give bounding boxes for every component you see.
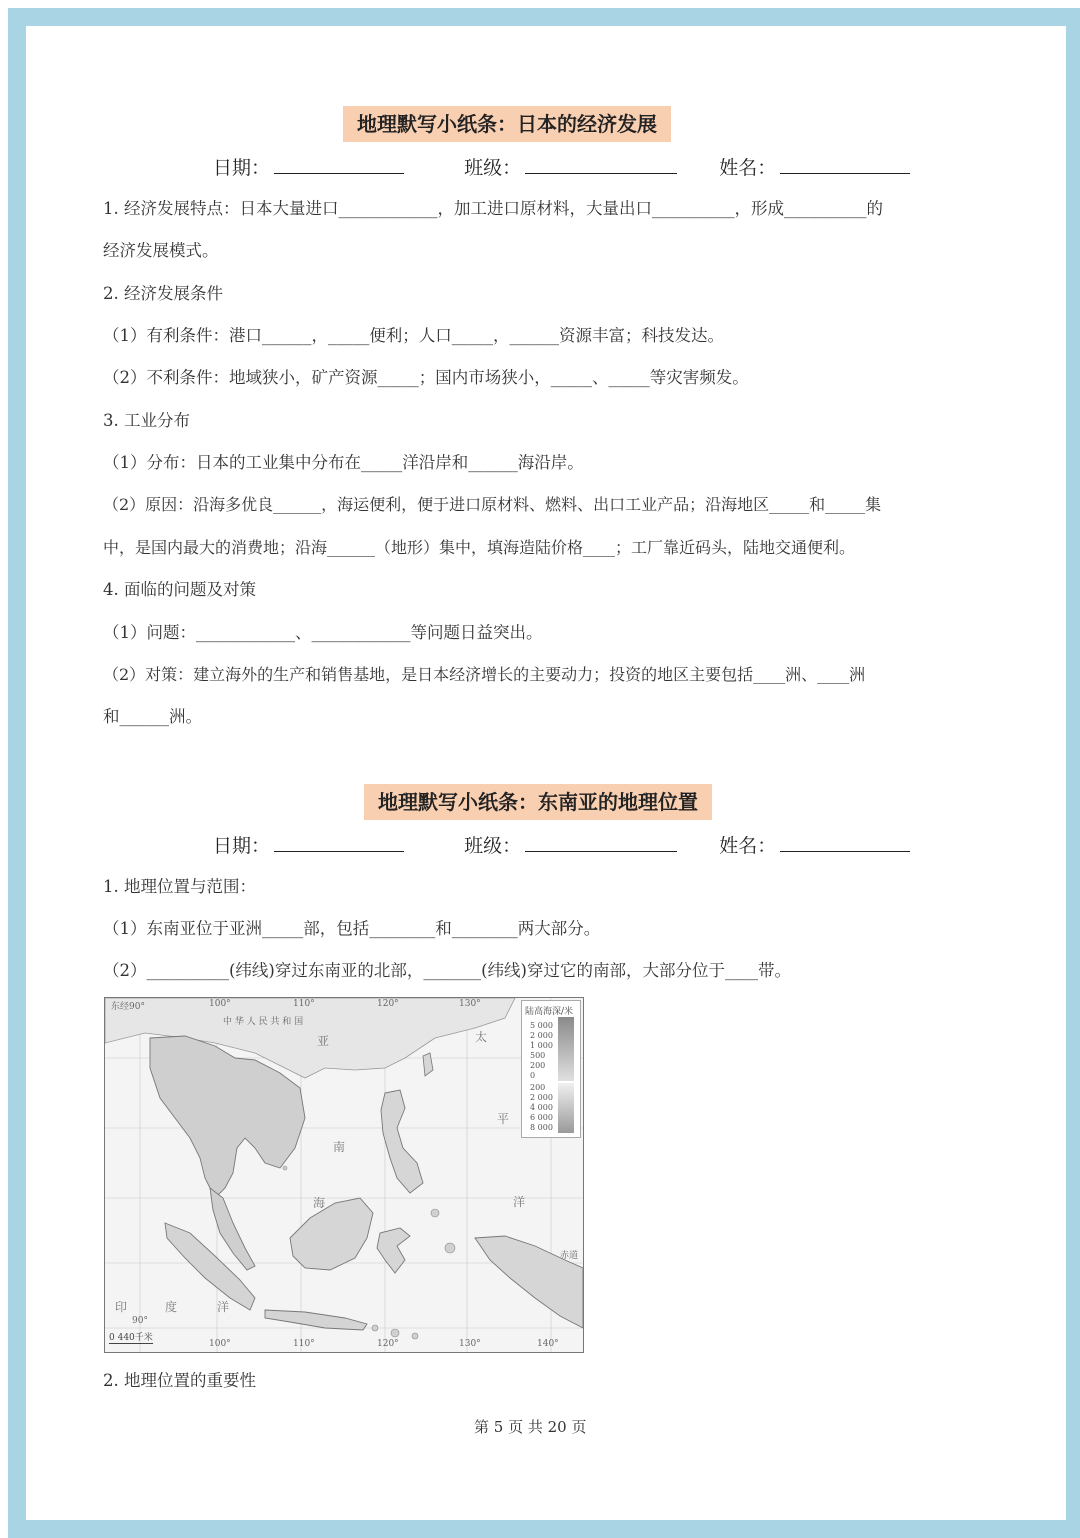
name-label: 姓名：	[719, 157, 777, 179]
lon-label-top-1: 东经90°	[111, 1002, 145, 1012]
s2-after-map: 2. 地理位置的重要性	[103, 1371, 256, 1390]
southeast-asia-map	[104, 997, 584, 1353]
s1-line-2: 经济发展模式。	[103, 241, 219, 260]
s1-line-7: （1）分布：日本的工业集中分布在_____洋沿岸和______海沿岸。	[103, 453, 584, 472]
lon-label-top-4: 120°	[377, 999, 399, 1009]
legend-title: 陆高海深/米	[525, 1007, 574, 1017]
s1-line-12: （2）对策：建立海外的生产和销售基地，是日本经济增长的主要动力；投资的地区主要包括____洲、____洲	[103, 665, 866, 684]
class-blank[interactable]	[525, 159, 677, 174]
s1-line-1: 1. 经济发展特点：日本大量进口____________，加工进口原材料，大量出口__________，形成__________的	[103, 199, 883, 218]
ocean-label-yang1: 洋	[217, 1300, 230, 1314]
legend-level-5: 200	[530, 1061, 546, 1070]
lon-label-top-5: 130°	[459, 999, 481, 1009]
name-blank[interactable]	[780, 159, 910, 174]
lon-label-bottom-3: 110°	[293, 1339, 315, 1349]
date-label: 日期：	[213, 835, 271, 857]
lon-label-bottom-4: 120°	[377, 1339, 399, 1349]
s1-line-3: 2. 经济发展条件	[103, 284, 223, 303]
legend-level-11: 8 000	[530, 1123, 553, 1132]
legend-level-1: 5 000	[530, 1021, 553, 1030]
ocean-label-du: 度	[165, 1300, 178, 1314]
section1-title: 地理默写小纸条：日本的经济发展	[343, 106, 671, 142]
lon-label-bottom-6: 140°	[537, 1339, 559, 1349]
equator-label: 赤道	[560, 1251, 579, 1261]
s1-line-4: （1）有利条件：港口______，_____便利；人口_____，______资源丰富；科技发达。	[103, 326, 724, 345]
date-blank[interactable]	[274, 837, 404, 852]
map-legend	[521, 1000, 581, 1138]
legend-level-4: 500	[530, 1051, 546, 1060]
s1-line-6: 3. 工业分布	[103, 411, 190, 430]
s2-line-2: （1）东南亚位于亚洲_____部，包括________和________两大部分。	[103, 919, 601, 938]
date-label: 日期：	[213, 157, 271, 179]
date-blank[interactable]	[274, 159, 404, 174]
s1-line-8: （2）原因：沿海多优良______，海运便利，便于进口原材料、燃料、出口工业产品；沿海地区_____和_____集	[103, 495, 882, 514]
page-number: 第 5 页 共 20 页	[474, 1418, 587, 1436]
class-label: 班级：	[464, 835, 522, 857]
legend-level-3: 1 000	[530, 1041, 553, 1050]
s2-line-1: 1. 地理位置与范围：	[103, 877, 256, 896]
legend-swatch-sea	[558, 1083, 574, 1133]
s1-line-5: （2）不利条件：地域狭小，矿产资源_____；国内市场狭小，_____、_____等灾害频发。	[103, 368, 749, 387]
section2-title: 地理默写小纸条：东南亚的地理位置	[364, 784, 712, 820]
name-blank[interactable]	[780, 837, 910, 852]
lon-label-bottom-2: 100°	[209, 1339, 231, 1349]
legend-level-2: 2 000	[530, 1031, 553, 1040]
s1-line-10: 4. 面临的问题及对策	[103, 580, 256, 599]
class-blank[interactable]	[525, 837, 677, 852]
ocean-label-tai: 太	[475, 1030, 488, 1044]
legend-level-6: 0	[530, 1071, 536, 1080]
section1-meta-row	[213, 153, 910, 180]
legend-level-8: 2 000	[530, 1093, 553, 1102]
lon-label-top-2: 100°	[209, 999, 231, 1009]
name-label: 姓名：	[719, 835, 777, 857]
s1-line-9: 中，是国内最大的消费地；沿海______（地形）集中，填海造陆价格____；工厂靠近码头，陆地交通便利。	[103, 538, 856, 557]
legend-swatch-land	[558, 1017, 574, 1081]
ocean-label-yin: 印	[115, 1300, 128, 1314]
region-label-ya: 亚	[317, 1034, 330, 1048]
lon-label-bottom-1: 90°	[132, 1316, 148, 1326]
class-label: 班级：	[464, 157, 522, 179]
sea-label-nan: 南	[333, 1140, 346, 1154]
country-label: 中 华 人 民 共 和 国	[223, 1017, 304, 1027]
sea-label-hai: 海	[313, 1196, 326, 1210]
s2-line-3: （2）__________(纬线)穿过东南亚的北部，_______(纬线)穿过它的南部，大部分位于____带。	[103, 961, 791, 980]
lon-label-bottom-5: 130°	[459, 1339, 481, 1349]
section2-meta-row	[213, 831, 910, 858]
s1-line-11: （1）问题：____________、____________等问题日益突出。	[103, 623, 543, 642]
ocean-label-ping: 平	[497, 1112, 510, 1126]
s1-line-13: 和______洲。	[103, 707, 202, 726]
scale-bar: 0 440千米	[109, 1330, 153, 1344]
lon-label-top-3: 110°	[293, 999, 315, 1009]
legend-level-10: 6 000	[530, 1113, 553, 1122]
legend-level-7: 200	[530, 1083, 546, 1092]
legend-level-9: 4 000	[530, 1103, 553, 1112]
ocean-label-yang2: 洋	[513, 1195, 526, 1209]
